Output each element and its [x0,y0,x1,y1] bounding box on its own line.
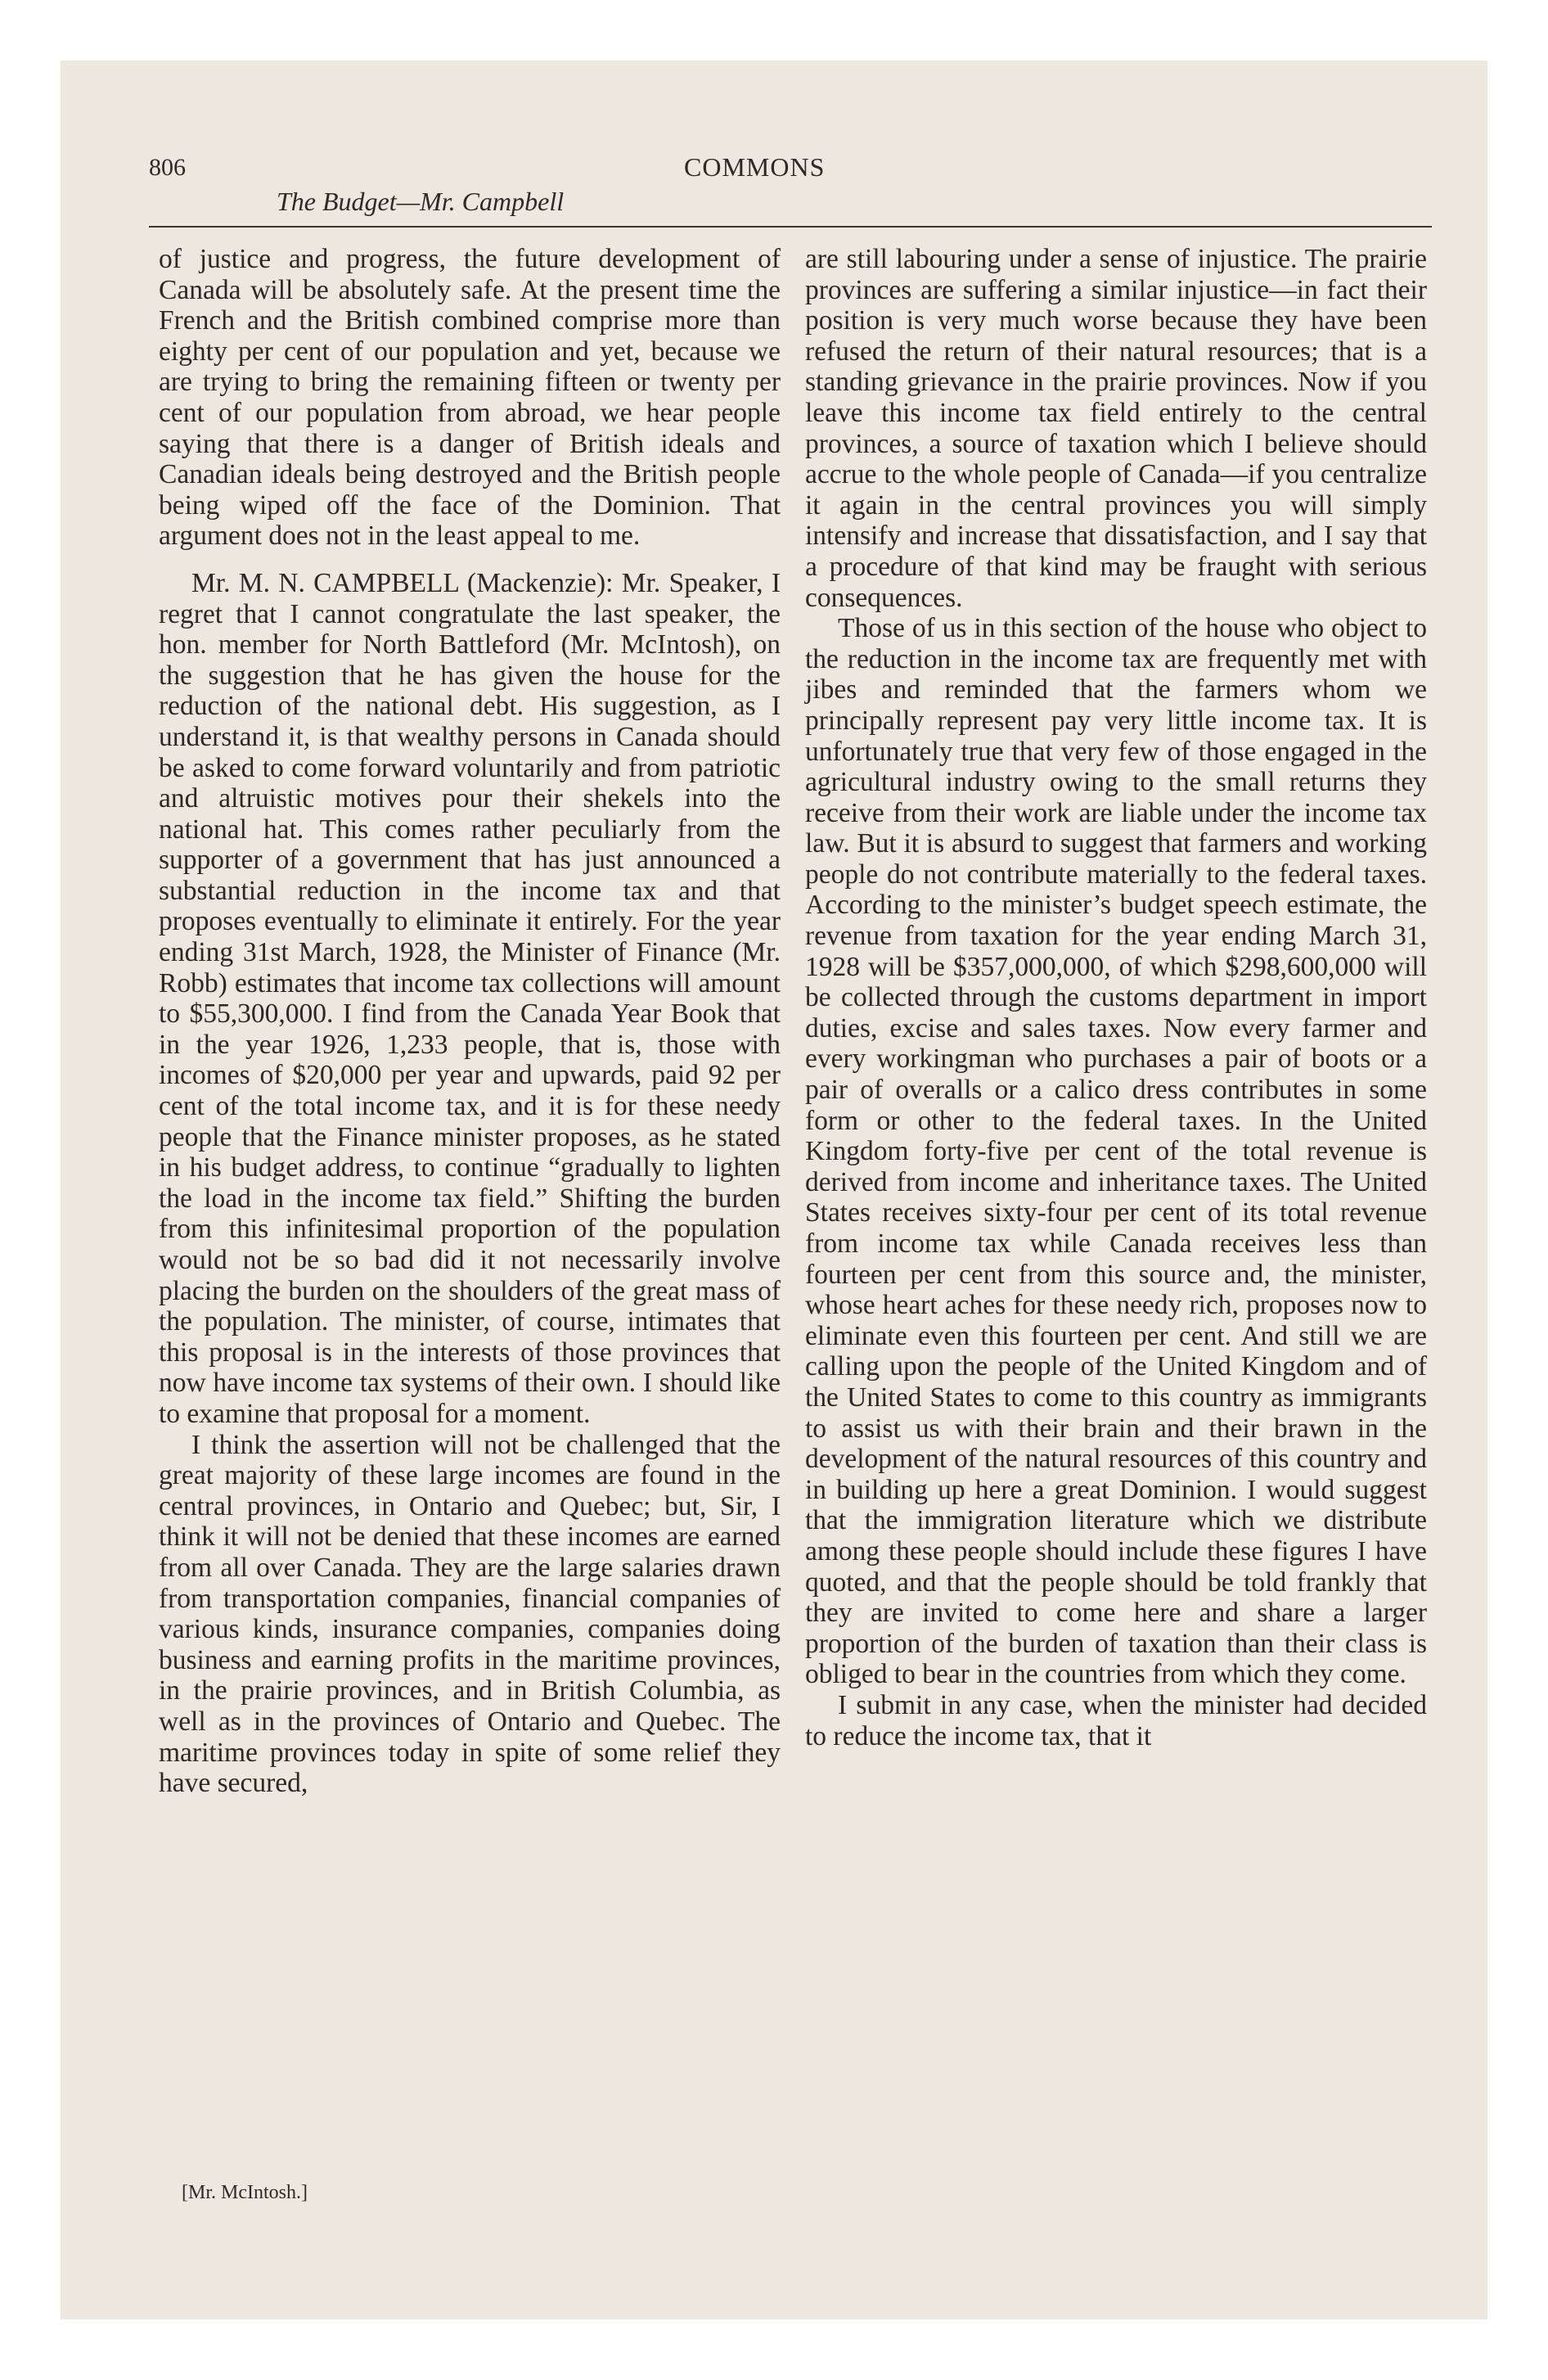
running-title: COMMONS [684,152,826,182]
paragraph: Those of us in this section of the house who object to the reduction in the income tax are frequently met with jibes and reminded that the farmers whom we principally represent pay very little income tax. It is unfortunately true that very few of those engaged in the agricultural industry owing to the small returns they receive from their work are liable under the income tax law. But it is absurd to suggest that farmers and working people do not contribute materially to the federal taxes. According to the minister’s budget speech estimate, the revenue from taxation for the year ending March 31, 1928 will be $357,000,000, of which $298,600,000 will be collected through the customs department in import duties, excise and sales taxes. Now every farmer and every workingman who purchases a pair of boots or a pair of overalls or a calico dress contributes in some form or other to the federal taxes. In the United Kingdom forty-five per cent of the total revenue is derived from income and inheritance taxes. The United States receives sixty-four per cent of its total revenue from income tax while Canada receives less than fourteen per cent from this source and, the minister, whose heart aches for these needy rich, proposes now to eliminate even this fourteen per cent. And still we are calling upon the people of the United Kingdom and of the United States to come to this country as immigrants to assist us with their brain and their brawn in the development of the natural resources of this country and in building up here a great Dominion. I would suggest that the immigration literature which we distribute among these people should include these figures I have quoted, and that the people should be told frankly that they are invited to come here and share a larger proportion of the burden of taxation than their class is obliged to bear in the countries from which they come. [805,613,1427,1690]
page-number: 806 [149,154,186,181]
paragraph: are still labouring under a sense of injustice. The prairie provinces are suffering a similar injustice—in fact their position is very much worse because they have been refused the return of their natural resources; that is a standing grievance in the prairie provinces. Now if you leave this income tax field entirely to the central provinces, a source of taxation which I believe should accrue to the whole people of Canada—if you centralize it again in the central provinces you will simply intensify and increase that dissatisfaction, and I say that a procedure of that kind may be fraught with serious consequences. [805,244,1427,613]
left-column [159,244,781,1799]
header-rule [149,226,1432,228]
paragraph: I submit in any case, when the minister had decided to reduce the income tax, that it [805,1689,1427,1751]
running-subtitle: The Budget—Mr. Campbell [277,187,565,216]
footer-note: [Mr. McIntosh.] [182,2182,308,2203]
paragraph: Mr. M. N. CAMPBELL (Mackenzie): Mr. Speaker, I regret that I cannot congratulate the last speaker, the hon. member for North Battleford (Mr. McIntosh), on the suggestion that he has given the house for the reduction of the national debt. His suggestion, as I understand it, is that wealthy persons in Canada should be asked to come forward voluntarily and from patriotic and altruistic motives pour their shekels into the national hat. This comes rather peculiarly from the supporter of a government that has just announced a substantial reduction in the income tax and that proposes eventually to eliminate it entirely. For the year ending 31st March, 1928, the Minister of Finance (Mr. Robb) estimates that income tax collections will amount to $55,300,000. I find from the Canada Year Book that in the year 1926, 1,233 people, that is, those with incomes of $20,000 per year and upwards, paid 92 per cent of the total income tax, and it is for these needy people that the Finance minister proposes, as he stated in his budget address, to continue “gradually to lighten the load in the income tax field.” Shifting the burden from this infinitesimal proportion of the population would not be so bad did it not necessarily involve placing the burden on the shoulders of the great mass of the population. The minister, of course, intimates that this proposal is in the interests of those provinces that now have income tax systems of their own. I should like to examine that proposal for a moment. [159,567,781,1429]
right-column [805,244,1427,1751]
paragraph: of justice and progress, the future development of Canada will be absolutely safe. At the present time the French and the British combined comprise more than eighty per cent of our population and yet, because we are trying to bring the remaining fifteen or twenty per cent of our population from abroad, we hear people saying that there is a danger of British ideals and Canadian ideals being destroyed and the British people being wiped off the face of the Dominion. That argument does not in the least appeal to me. [159,244,781,552]
paragraph: I think the assertion will not be challenged that the great majority of these large incomes are found in the central provinces, in Ontario and Quebec; but, Sir, I think it will not be denied that these incomes are earned from all over Canada. They are the large salaries drawn from transportation companies, financial companies of various kinds, insurance companies, companies doing business and earning profits in the maritime provinces, in the prairie provinces, and in British Columbia, as well as in the provinces of Ontario and Quebec. The maritime provinces today in spite of some relief they have secured, [159,1429,781,1799]
